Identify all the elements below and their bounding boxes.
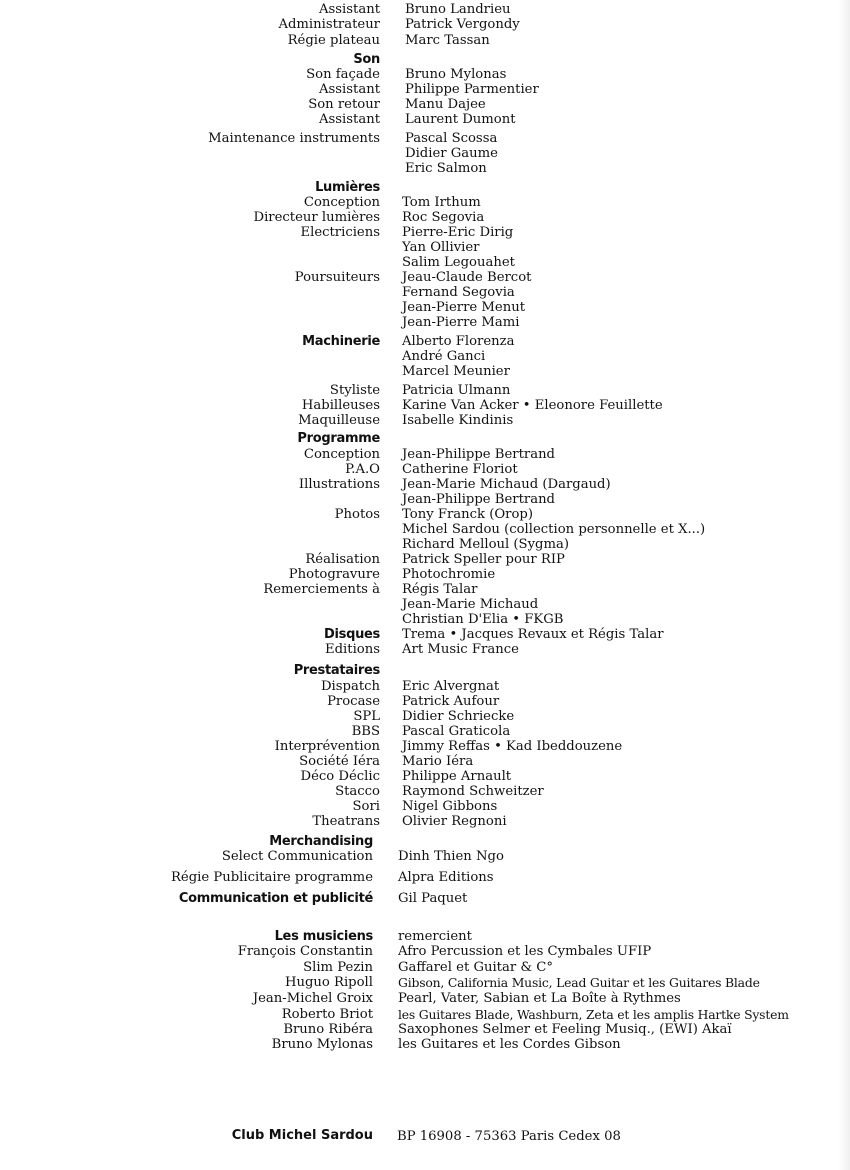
credit-row <box>0 225 850 270</box>
credit-name: Jean-Pierre Mami <box>402 315 520 330</box>
credit-row <box>0 769 850 784</box>
credit-name: Roc Segovia <box>402 210 485 225</box>
credit-row <box>0 754 850 769</box>
credit-name: les Guitares et les Cordes Gibson <box>398 1037 621 1052</box>
credit-name: Salim Legouahet <box>402 255 515 270</box>
credit-name: Marc Tassan <box>405 33 490 48</box>
role-label: Maquilleuse <box>298 413 380 428</box>
credit-row <box>0 929 850 944</box>
credit-row <box>0 462 850 477</box>
credit-row <box>0 814 850 829</box>
role-label: Administrateur <box>278 17 380 32</box>
credit-row <box>0 431 850 446</box>
credit-name: Alpra Editions <box>398 870 494 885</box>
credit-name: Alberto Florenza <box>402 334 515 349</box>
credit-row <box>0 398 850 413</box>
credit-row <box>0 849 850 864</box>
role-label: Sori <box>352 799 380 814</box>
credit-name: les Guitares Blade, Washburn, Zeta et les amplis Hartke System <box>398 1007 789 1022</box>
role-label: BBS <box>351 724 380 739</box>
credit-name: Tom Irthum <box>402 195 481 210</box>
role-label: Société Iéra <box>299 754 380 769</box>
role-label: Régie Publicitaire programme <box>170 870 373 885</box>
credit-name: Pierre-Eric Dirig <box>402 225 514 240</box>
credit-name: Bruno Landrieu <box>405 2 511 17</box>
credit-name: Tony Franck (Orop) <box>402 507 534 522</box>
credit-row <box>0 82 850 97</box>
role-label: Illustrations <box>298 477 380 492</box>
credit-name: Christian D'Elia • FKGB <box>402 612 564 627</box>
credit-name: Philippe Parmentier <box>405 82 539 97</box>
credit-name: Jean-Philippe Bertrand <box>402 447 556 462</box>
role-label: Slim Pezin <box>303 960 373 975</box>
role-label: Déco Déclic <box>300 769 380 784</box>
credit-row <box>0 447 850 462</box>
section-heading: Lumières <box>315 180 380 195</box>
role-label: Assistant <box>319 112 380 127</box>
credit-name: Eric Alvergnat <box>402 679 500 694</box>
section-heading: Communication et publicité <box>178 891 373 906</box>
credit-name: Jean-Marie Michaud (Dargaud) <box>402 477 611 492</box>
credit-row <box>0 960 850 975</box>
role-label: Select Communication <box>221 849 373 864</box>
credit-row <box>0 477 850 507</box>
role-label: Styliste <box>329 383 380 398</box>
credit-row <box>0 210 850 225</box>
credit-name: Karine Van Acker • Eleonore Feuillette <box>402 398 663 413</box>
role-label: Procase <box>327 694 380 709</box>
credit-name: Jean-Marie Michaud <box>402 597 539 612</box>
credit-name: Manu Dajee <box>405 97 486 112</box>
credit-name: Afro Percussion et les Cymbales UFIP <box>398 944 652 959</box>
credit-name: Pascal Graticola <box>402 724 511 739</box>
role-label: Jean-Michel Groix <box>252 991 373 1006</box>
credit-name: Gaffarel et Guitar & C° <box>398 960 553 975</box>
footer-club-name: Club Michel Sardou <box>231 1128 373 1143</box>
credit-row <box>0 567 850 582</box>
credit-row <box>0 507 850 552</box>
credit-row <box>0 97 850 112</box>
role-label: Assistant <box>319 82 380 97</box>
role-label: Son retour <box>308 97 380 112</box>
section-heading: Programme <box>297 431 380 446</box>
credit-name: Fernand Segovia <box>402 285 515 300</box>
role-label: Habilleuses <box>301 398 380 413</box>
credit-name: Jimmy Reffas • Kad Ibeddouzene <box>402 739 623 754</box>
role-label: Assistant <box>319 2 380 17</box>
role-label: Remerciements à <box>263 582 380 597</box>
section-heading: Prestataires <box>293 663 380 678</box>
credit-row <box>0 383 850 398</box>
credit-name: Jean-Philippe Bertrand <box>402 492 556 507</box>
credit-name: Patrick Speller pour RIP <box>402 552 565 567</box>
credit-row <box>0 834 850 849</box>
credit-name: remercient <box>398 929 472 944</box>
credit-name: Marcel Meunier <box>402 364 510 379</box>
credit-row <box>0 2 850 17</box>
role-label: Régie plateau <box>287 33 380 48</box>
credit-row <box>0 17 850 32</box>
role-label: P.A.O <box>345 462 380 477</box>
credit-row <box>0 1037 850 1052</box>
role-label: Stacco <box>335 784 380 799</box>
credit-name: Laurent Dumont <box>405 112 516 127</box>
credit-name: Jeau-Claude Bercot <box>402 270 532 285</box>
credit-name: Mario Iéra <box>402 754 474 769</box>
section-heading: Machinerie <box>302 334 380 349</box>
credit-row <box>0 552 850 567</box>
credit-row <box>0 270 850 330</box>
credit-name: Trema • Jacques Revaux et Régis Talar <box>402 627 664 642</box>
credit-row <box>0 679 850 694</box>
credit-name: Bruno Mylonas <box>405 67 507 82</box>
credit-row <box>0 739 850 754</box>
credit-row <box>0 870 850 885</box>
role-label: Bruno Mylonas <box>271 1037 373 1052</box>
credit-name: Olivier Regnoni <box>402 814 507 829</box>
footer-address: BP 16908 - 75363 Paris Cedex 08 <box>397 1129 621 1144</box>
credit-name: Saxophones Selmer et Feeling Musiq., (EWI) Akaï <box>398 1022 732 1037</box>
credit-row <box>0 1007 850 1022</box>
credit-row <box>0 334 850 379</box>
credit-name: Patricia Ulmann <box>402 383 511 398</box>
role-label: Editions <box>324 642 380 657</box>
credit-row <box>0 195 850 210</box>
credit-name: Richard Melloul (Sygma) <box>402 537 569 552</box>
role-label: Bruno Ribéra <box>283 1022 373 1037</box>
credit-name: Gibson, California Music, Lead Guitar et les Guitares Blade <box>398 975 760 990</box>
credit-name: Michel Sardou (collection personnelle et X...) <box>402 522 706 537</box>
credit-row <box>0 642 850 657</box>
credit-row <box>0 799 850 814</box>
credit-row <box>0 180 850 195</box>
credit-name: Philippe Arnault <box>402 769 512 784</box>
credit-name: Catherine Floriot <box>402 462 518 477</box>
credit-row <box>0 991 850 1006</box>
section-heading: Son <box>353 52 380 67</box>
role-label: Maintenance instruments <box>208 131 380 146</box>
credit-row <box>0 694 850 709</box>
credit-row <box>0 784 850 799</box>
credit-row <box>0 131 850 176</box>
credit-row <box>0 627 850 642</box>
credit-row <box>0 709 850 724</box>
role-label: Electriciens <box>300 225 380 240</box>
credit-name: Nigel Gibbons <box>402 799 498 814</box>
credit-row <box>0 413 850 428</box>
credit-name: Gil Paquet <box>398 891 468 906</box>
credit-row <box>0 975 850 990</box>
credit-row <box>0 67 850 82</box>
credit-name: Dinh Thien Ngo <box>398 849 504 864</box>
credit-name: Patrick Aufour <box>402 694 500 709</box>
credit-name: Didier Gaume <box>405 146 498 161</box>
credit-row <box>0 663 850 678</box>
role-label: Son façade <box>306 67 380 82</box>
credit-name: André Ganci <box>402 349 486 364</box>
role-label: SPL <box>353 709 380 724</box>
page-edge-shadow <box>838 0 850 1170</box>
role-label: Poursuiteurs <box>294 270 380 285</box>
credit-row <box>0 724 850 739</box>
role-label: Conception <box>303 447 380 462</box>
role-label: François Constantin <box>237 944 373 959</box>
role-label: Réalisation <box>305 552 380 567</box>
credit-name: Pearl, Vater, Sabian et La Boîte à Rythmes <box>398 991 681 1006</box>
credit-name: Isabelle Kindinis <box>402 413 514 428</box>
credit-row <box>0 1022 850 1037</box>
credit-row <box>0 582 850 627</box>
credit-name: Photochromie <box>402 567 496 582</box>
role-label: Conception <box>303 195 380 210</box>
credit-row <box>0 891 850 906</box>
credit-name: Didier Schriecke <box>402 709 515 724</box>
credit-name: Eric Salmon <box>405 161 487 176</box>
role-label: Dispatch <box>320 679 380 694</box>
section-heading: Merchandising <box>269 834 373 849</box>
role-label: Interprévention <box>274 739 380 754</box>
section-heading: Disques <box>323 627 380 642</box>
credit-name: Raymond Schweitzer <box>402 784 544 799</box>
credit-name: Yan Ollivier <box>402 240 480 255</box>
credit-row <box>0 52 850 67</box>
credit-name: Pascal Scossa <box>405 131 498 146</box>
credit-name: Régis Talar <box>402 582 478 597</box>
credit-row <box>0 112 850 127</box>
credit-row <box>0 944 850 959</box>
role-label: Theatrans <box>312 814 380 829</box>
credit-row <box>0 33 850 48</box>
credit-name: Jean-Pierre Menut <box>402 300 525 315</box>
credit-name: Patrick Vergondy <box>405 17 520 32</box>
section-heading: Les musiciens <box>274 929 373 944</box>
role-label: Huguo Ripoll <box>284 975 373 990</box>
credit-name: Art Music France <box>402 642 519 657</box>
role-label: Photos <box>334 507 380 522</box>
role-label: Directeur lumières <box>253 210 380 225</box>
role-label: Roberto Briot <box>281 1007 373 1022</box>
role-label: Photogravure <box>288 567 380 582</box>
